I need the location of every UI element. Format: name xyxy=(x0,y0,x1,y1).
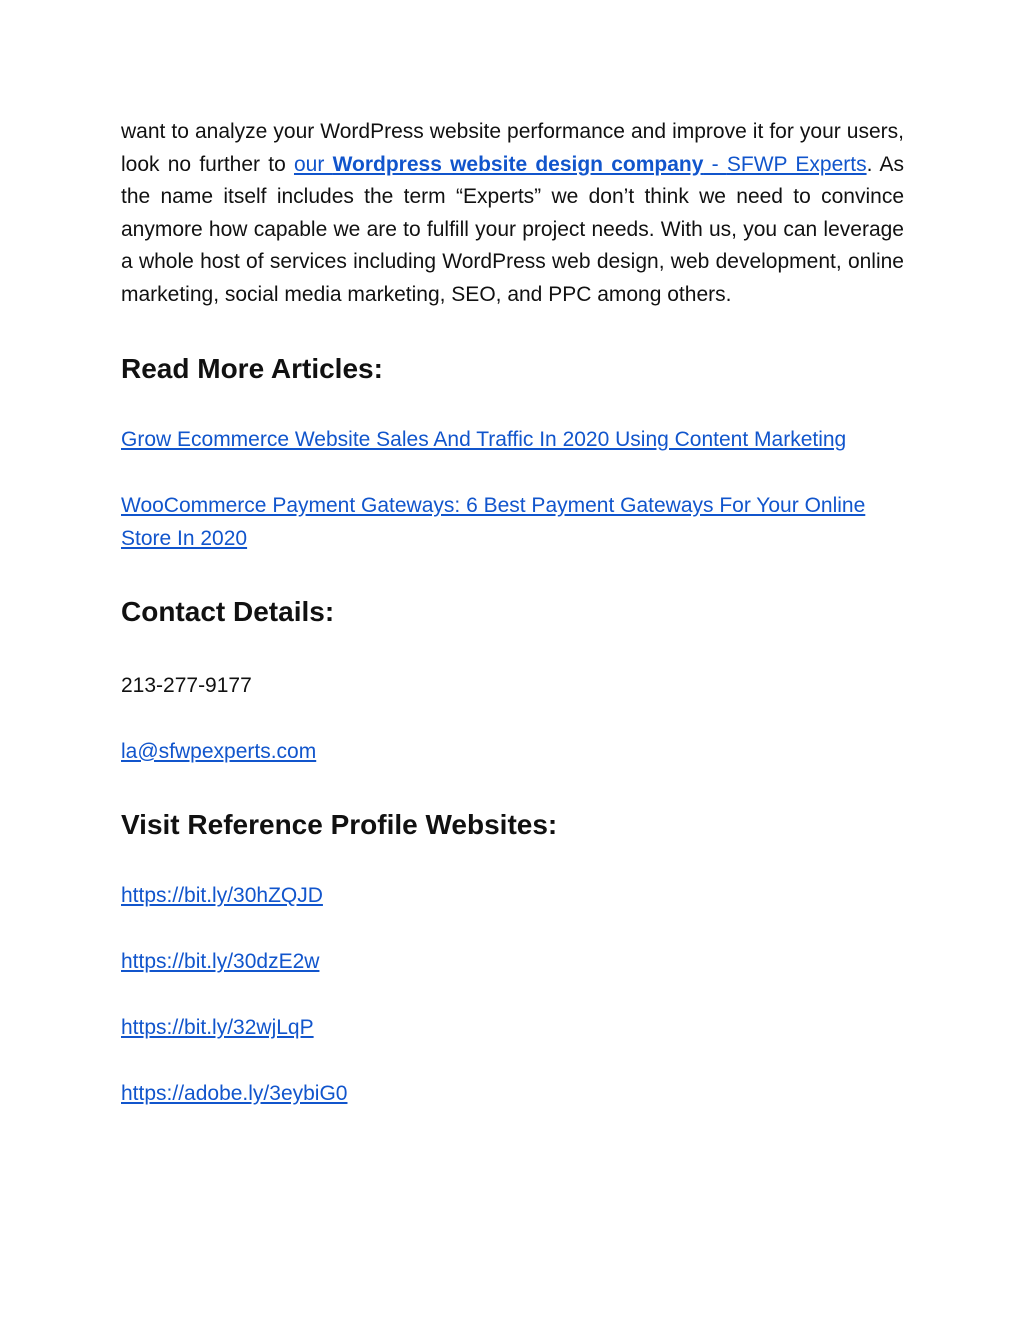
reference-link-1[interactable]: https://bit.ly/30hZQJD xyxy=(121,883,323,907)
email-item xyxy=(121,735,904,768)
email-link[interactable]: la@sfwpexperts.com xyxy=(121,739,317,763)
company-link-sfwp: SFWP Experts xyxy=(726,152,867,176)
document-page xyxy=(121,116,904,1110)
read-more-heading: Read More Articles: xyxy=(121,352,383,384)
references-heading: Visit Reference Profile Websites: xyxy=(121,808,558,840)
reference-item xyxy=(121,1011,904,1044)
company-link[interactable] xyxy=(294,153,867,176)
company-link-our: our xyxy=(293,152,333,176)
reference-item xyxy=(121,1077,904,1110)
article-link-grow-ecommerce[interactable]: Grow Ecommerce Website Sales And Traffic In 2020 Using Content Marketing xyxy=(121,427,847,451)
article-link-item xyxy=(121,489,904,555)
contact-heading: Contact Details: xyxy=(121,595,335,627)
company-link-dash: - xyxy=(703,152,727,176)
article-link-item xyxy=(121,423,904,456)
reference-link-4[interactable]: https://adobe.ly/3eybiG0 xyxy=(121,1081,348,1105)
intro-text-after: . As the name itself includes the term “Experts” we don’t think we need to convince anymore how capable we are to fulfill your project needs. With us, you can leverage a whole host of services including WordPress web design, web development, online marketing, social media marketing, SEO, and PPC among others. xyxy=(121,152,904,306)
reference-item xyxy=(121,945,904,978)
reference-item xyxy=(121,879,904,912)
reference-link-2[interactable]: https://bit.ly/30dzE2w xyxy=(121,949,320,973)
phone-number: 213-277-9177 xyxy=(121,673,252,697)
article-link-woocommerce-gateways[interactable]: WooCommerce Payment Gateways: 6 Best Payment Gateways For Your Online Store In 2020 xyxy=(121,493,866,550)
intro-paragraph xyxy=(121,116,904,312)
company-link-bold: Wordpress website design company xyxy=(332,152,704,176)
intro-text-before: want to analyze your WordPress website performance and improve it for your users, look no further to xyxy=(121,120,904,176)
reference-link-3[interactable]: https://bit.ly/32wjLqP xyxy=(121,1015,314,1039)
